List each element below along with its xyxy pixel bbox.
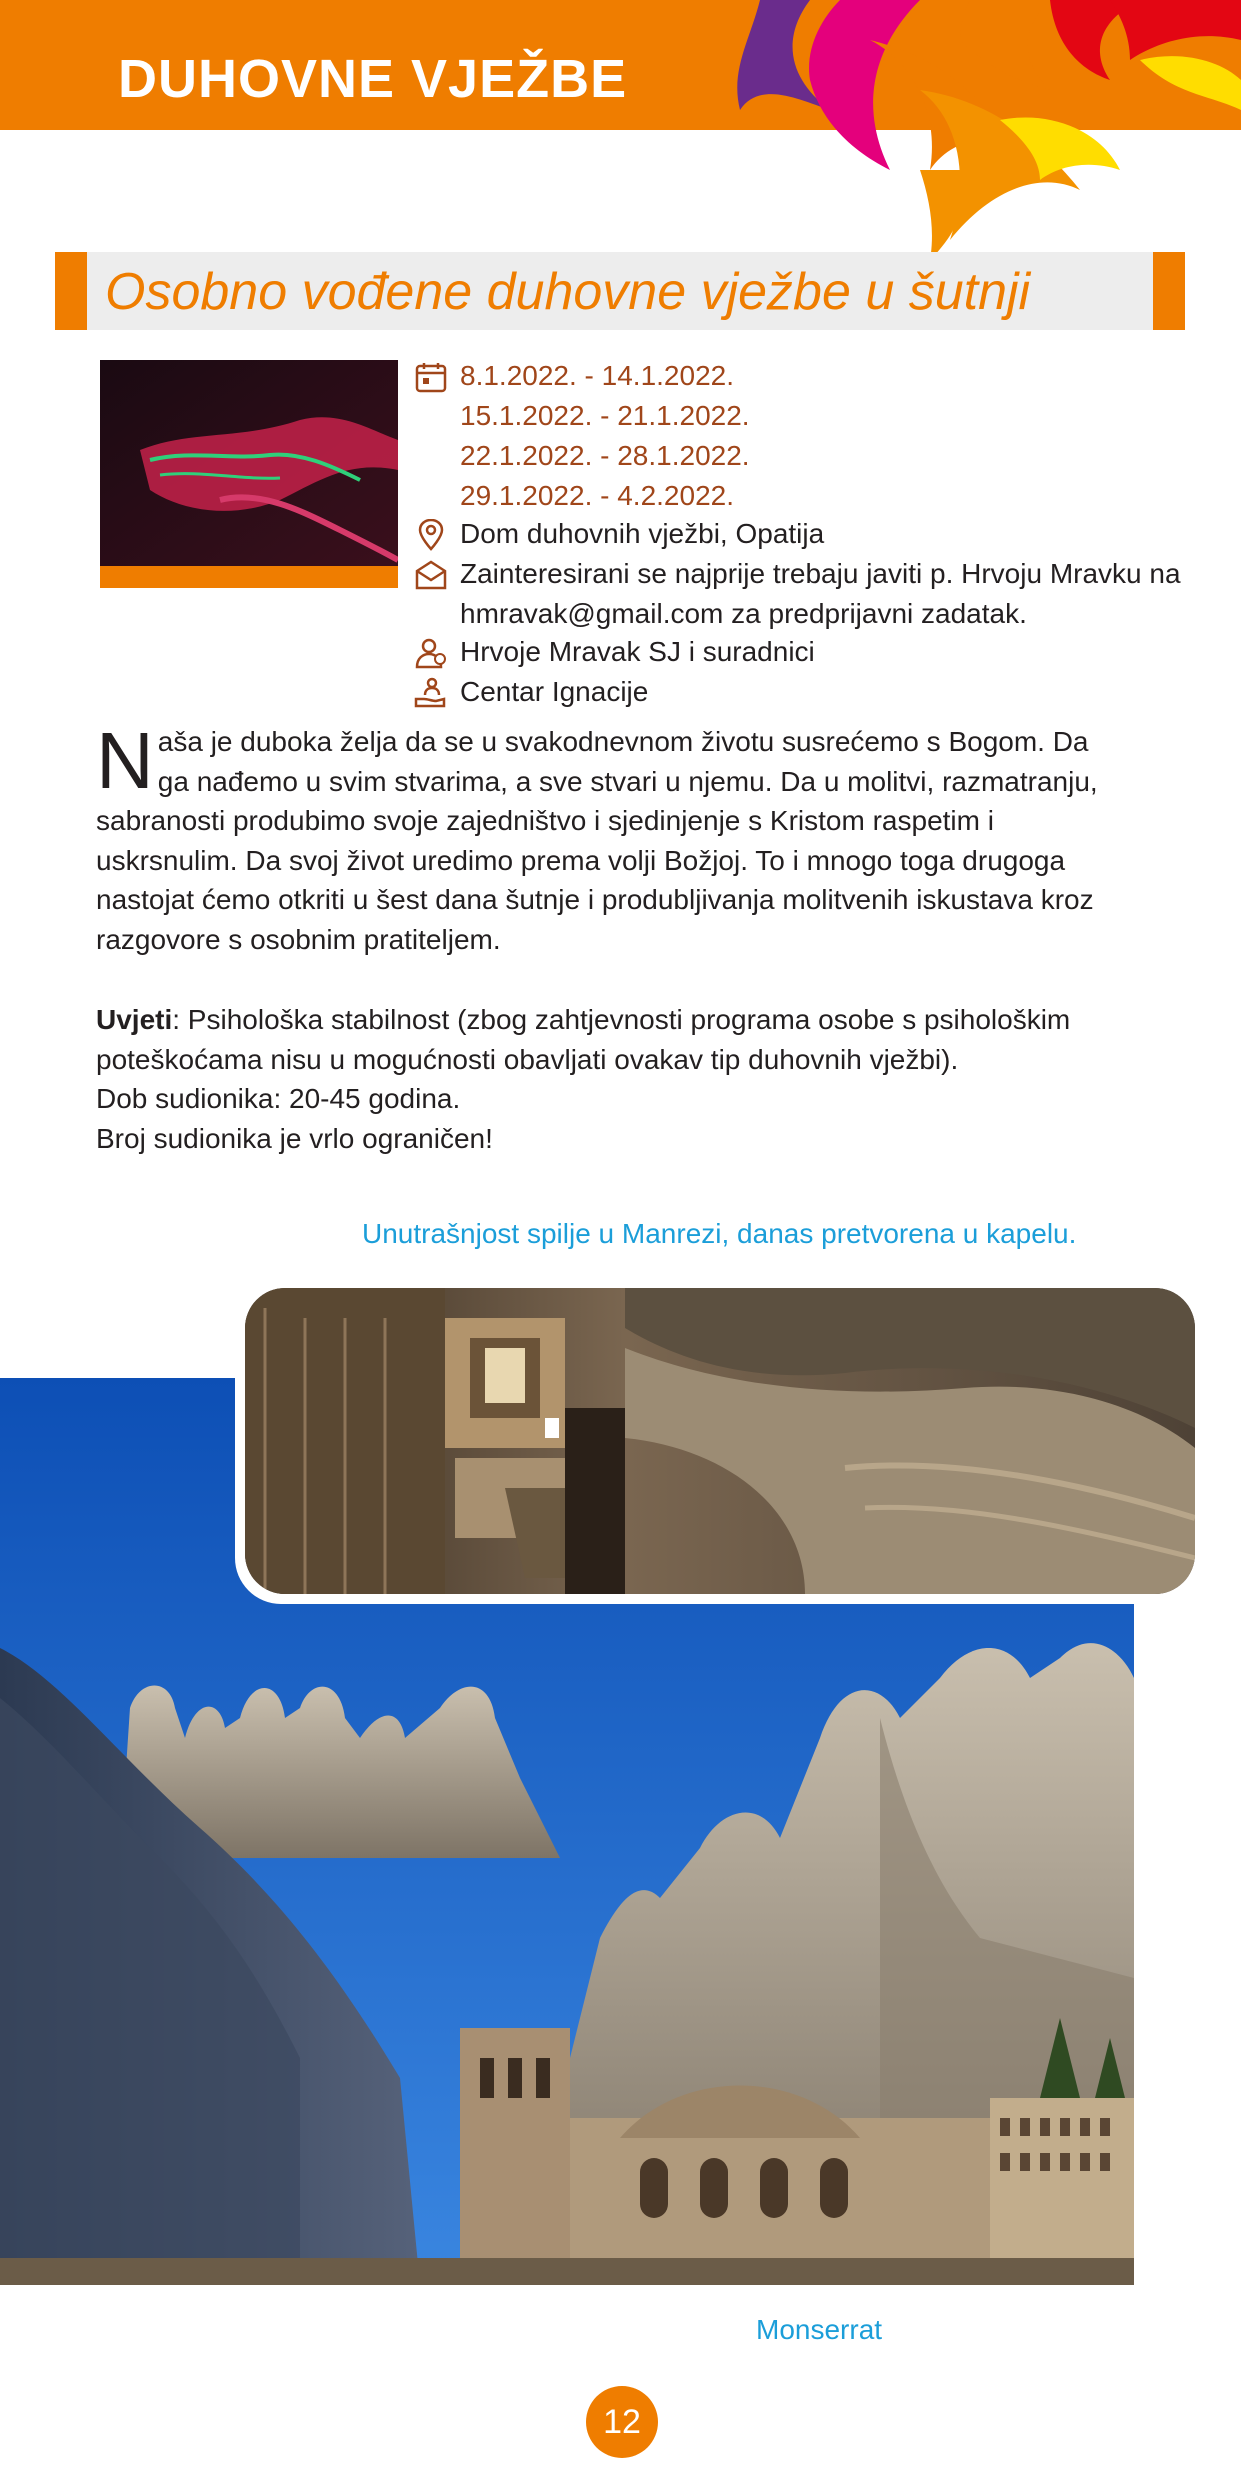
header-title: DUHOVNE VJEŽBE [118, 49, 628, 109]
contact-line-1: Zainteresirani se najprije trebaju javiti p. Hrvoju Mravku na [460, 558, 1181, 589]
body-paragraph [96, 716, 1106, 959]
hands-thumbnail-image [100, 360, 398, 588]
organizer-text: Centar Ignacije [460, 676, 649, 707]
date-range-4: 29.1.2022. - 4.2.2022. [460, 480, 734, 511]
section-title-box [55, 252, 1185, 330]
hand-person-icon [414, 677, 448, 709]
participant-limit: Broj sudionika je vrlo ograničen! [96, 1122, 493, 1154]
date-range-1: 8.1.2022. - 14.1.2022. [460, 360, 734, 391]
conditions-label: Uvjeti [96, 1004, 173, 1035]
monserrat-photo-caption: Monserrat [756, 2314, 883, 2345]
date-range-3: 22.1.2022. - 28.1.2022. [460, 440, 750, 471]
conditions-text: : Psihološka stabilnost (zbog zahtjevnosti programa osobe s psihološkim poteškoćama nisu u mogućnosti obavljati ovakav tip duhovnih vježbi). [96, 1004, 1071, 1075]
body-text: aša je duboka želja da se u svakodnevnom životu susrećemo s Bogom. Da ga nađemo u svim stvarima, a sve stvari u njemu. Da u molitvi, razmatranju, sabranosti produbimo svoje zajedništvo i sjedinjenje s Kristom raspetim i uskrsnulim. Da svoj život uredimo prema volji Božjoj. To i mnogo toga drugoga nastojat ćemo otkriti u šest dana šutnje i produbljivanja molitvenih iskustava kroz razgovore s osobnim pratiteljem. [96, 726, 1098, 955]
conditions-block [96, 1000, 1136, 1158]
title-accent-right [1153, 252, 1185, 330]
contact-email-line: hmravak@gmail.com za predprijavni zadatak. [460, 598, 1027, 629]
location-pin-icon [414, 519, 448, 551]
date-range-2: 15.1.2022. - 21.1.2022. [460, 400, 750, 431]
person-icon [414, 637, 448, 669]
envelope-icon [414, 559, 448, 591]
leader-text: Hrvoje Mravak SJ i suradnici [460, 636, 815, 667]
age-requirement: Dob sudionika: 20-45 godina. [96, 1083, 461, 1114]
flame-decoration [720, 0, 1241, 260]
section-title: Osobno vođene duhovne vježbe u šutnji [105, 263, 1031, 321]
manresa-cave-photo [245, 1288, 1195, 1594]
title-accent-left [55, 252, 87, 330]
calendar-icon [414, 361, 448, 393]
cave-photo-caption: Unutrašnjost spilje u Manrezi, danas pretvorena u kapelu. [362, 1218, 1077, 1249]
drop-cap: N [96, 716, 154, 805]
page-number: 12 [603, 2403, 641, 2441]
location-text: Dom duhovnih vježbi, Opatija [460, 518, 825, 549]
